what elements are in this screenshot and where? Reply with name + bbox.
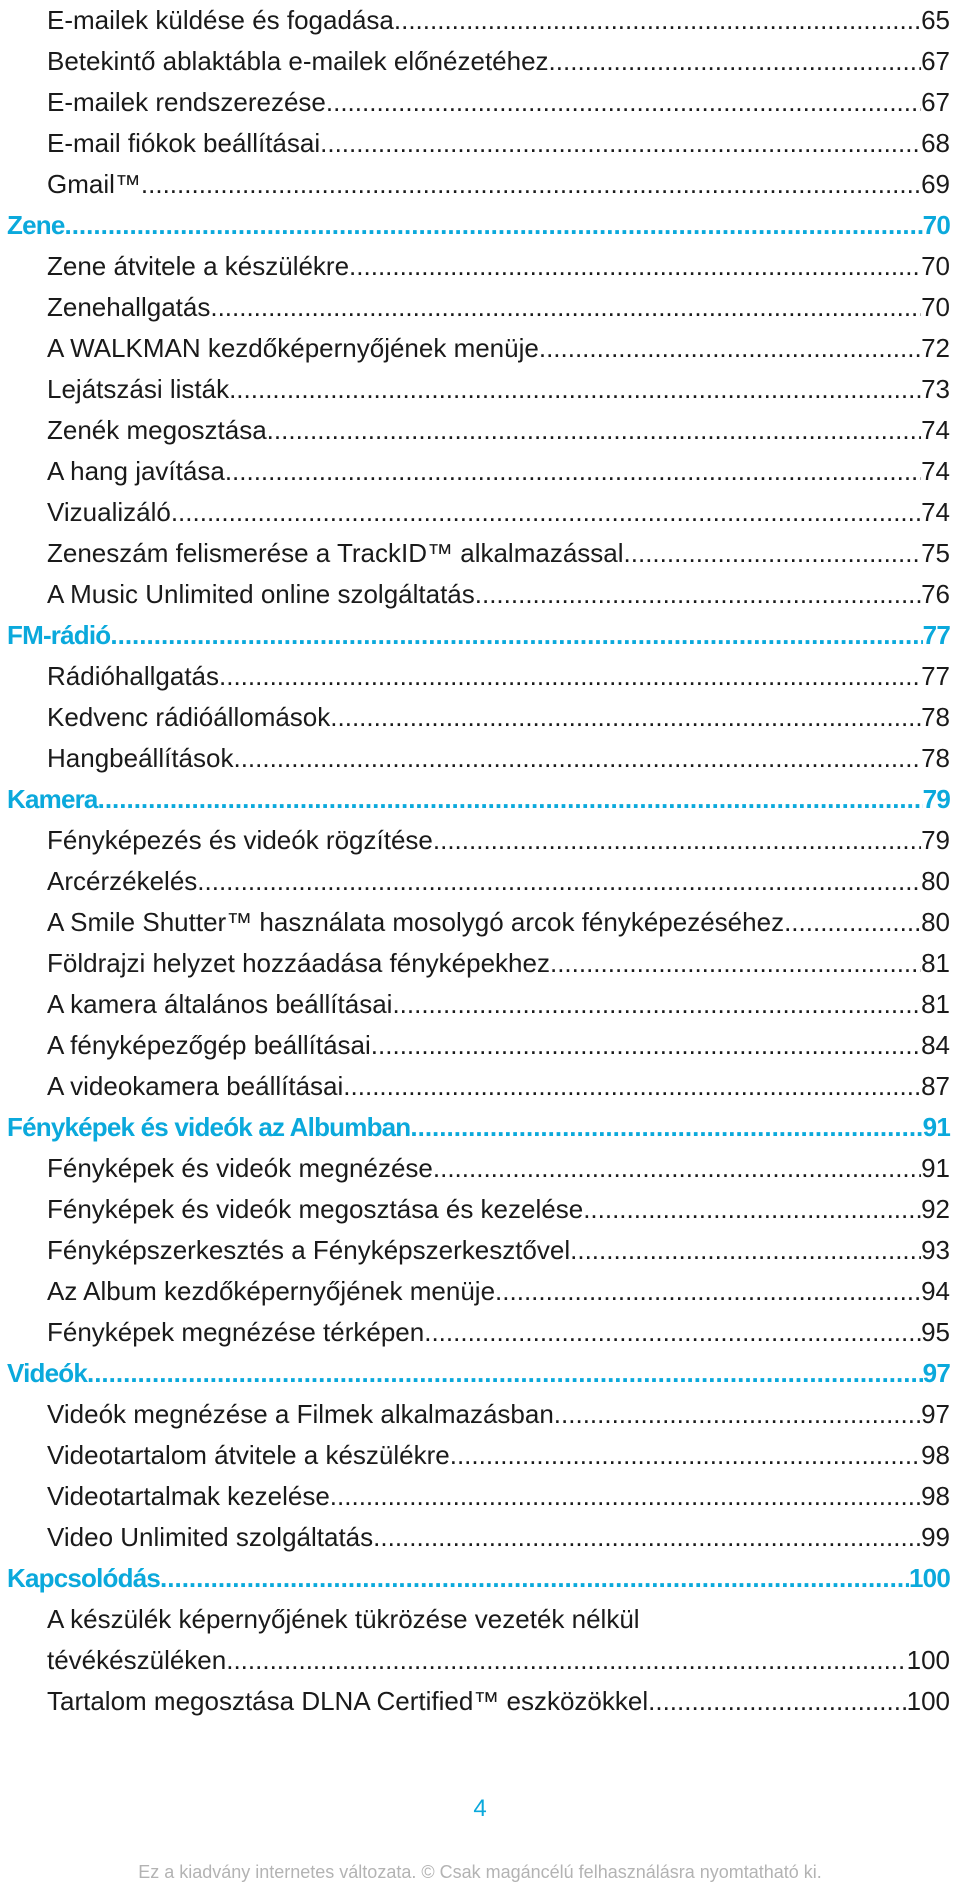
- dot-leader: [330, 697, 921, 738]
- toc-section-entry[interactable]: [0, 492, 960, 533]
- toc-section-entry[interactable]: [0, 1394, 960, 1435]
- toc-entry-title: Zene átvitele a készülékre: [47, 251, 350, 281]
- toc-section-entry[interactable]: [0, 1025, 960, 1066]
- toc-entry-page: 79: [922, 784, 950, 814]
- toc-entry-row: [47, 738, 950, 779]
- dot-leader: [570, 1230, 921, 1271]
- toc-section-entry[interactable]: [0, 328, 960, 369]
- dot-leader: [141, 164, 921, 205]
- footer-note: Ez a kiadvány internetes változata. © Csak magáncélú felhasználásra nyomtatható ki.: [138, 1862, 822, 1882]
- toc-entry-page: 76: [921, 579, 950, 609]
- dot-leader: [171, 492, 921, 533]
- toc-entry-title: Vizualizáló: [47, 497, 171, 527]
- toc-entry-row: [47, 533, 950, 574]
- dot-leader: [373, 1517, 921, 1558]
- dot-leader: [784, 902, 921, 943]
- dot-leader: [475, 574, 921, 615]
- toc-entry-title: A videokamera beállításai: [47, 1071, 344, 1101]
- toc-entry-page: 70: [921, 251, 950, 281]
- toc-entry-row: [7, 779, 950, 820]
- toc-section-entry[interactable]: [0, 697, 960, 738]
- dot-leader: [410, 1107, 922, 1148]
- toc-entry-title: Fényképek megnézése térképen: [47, 1317, 425, 1347]
- toc-section-entry[interactable]: [0, 1476, 960, 1517]
- toc-entry-title: Az Album kezdőképernyőjének menüje: [47, 1276, 496, 1306]
- toc-entry-page: 74: [921, 456, 950, 486]
- dot-leader: [343, 1066, 921, 1107]
- toc-section-entry[interactable]: [0, 1435, 960, 1476]
- toc-entry-title: A Music Unlimited online szolgáltatás: [47, 579, 475, 609]
- toc-entry-page: 67: [921, 87, 950, 117]
- toc-entry-row: [7, 1107, 950, 1148]
- toc-entry-page: 97: [922, 1358, 950, 1388]
- toc-entry-row: [47, 1476, 950, 1517]
- toc-section-entry[interactable]: [0, 451, 960, 492]
- toc-entry-row: [47, 1025, 950, 1066]
- dot-leader: [433, 1148, 921, 1189]
- dot-leader: [225, 451, 921, 492]
- dot-leader: [229, 369, 921, 410]
- toc-entry-row: [7, 1558, 950, 1599]
- toc-chapter-entry[interactable]: [0, 205, 960, 246]
- toc-section-entry[interactable]: [0, 82, 960, 123]
- toc-entry-title: A hang javítása: [47, 456, 225, 486]
- toc-entry-title: tévékészüléken: [47, 1645, 227, 1675]
- toc-section-entry[interactable]: [0, 1681, 960, 1722]
- toc-entry-title: Zenék megosztása: [47, 415, 267, 445]
- toc-section-entry[interactable]: [0, 246, 960, 287]
- toc-entry-title: Videók: [7, 1358, 87, 1388]
- toc-section-entry[interactable]: [0, 164, 960, 205]
- toc-entry-title-line: A készülék képernyőjének tükrözése vezeték nélkül: [47, 1604, 640, 1634]
- toc-entry-title: Lejátszási listák: [47, 374, 230, 404]
- toc-entry-page: 69: [921, 169, 950, 199]
- toc-entry-page: 79: [921, 825, 950, 855]
- toc-entry-title: Gmail™: [47, 169, 141, 199]
- toc-section-entry[interactable]: [0, 41, 960, 82]
- toc-entry-page: 78: [921, 743, 950, 773]
- toc-entry-title: Fényképek és videók megosztása és kezelése: [47, 1194, 584, 1224]
- toc-entry-title: Rádióhallgatás: [47, 661, 220, 691]
- toc-entry-page: 99: [921, 1522, 950, 1552]
- toc-entry-page: 80: [921, 866, 950, 896]
- toc-entry-row: [47, 943, 950, 984]
- toc-section-entry[interactable]: [0, 1271, 960, 1312]
- toc-entry-row: [47, 656, 950, 697]
- toc-entry-page: 70: [922, 210, 950, 240]
- toc-chapter-entry[interactable]: [0, 779, 960, 820]
- toc-section-entry[interactable]: [0, 287, 960, 328]
- toc-section-entry[interactable]: [0, 1066, 960, 1107]
- toc-section-entry[interactable]: [0, 1189, 960, 1230]
- toc-entry-page: 77: [921, 661, 950, 691]
- dot-leader: [219, 656, 921, 697]
- toc-entry-title: Kedvenc rádióállomások: [47, 702, 331, 732]
- toc-entry-page: 100: [906, 1686, 950, 1716]
- toc-entry-page: 78: [921, 702, 950, 732]
- toc-entry-title: Földrajzi helyzet hozzáadása fényképekhez: [47, 948, 550, 978]
- toc-entry-row: [47, 1230, 950, 1271]
- toc-section-entry[interactable]: [0, 738, 960, 779]
- dot-leader: [233, 738, 921, 779]
- toc-entry-title: E-mailek küldése és fogadása: [47, 5, 394, 35]
- toc-entry-row: [47, 123, 950, 164]
- toc-entry-page: 72: [921, 333, 950, 363]
- toc-section-entry[interactable]: [0, 943, 960, 984]
- toc-entry-row: [7, 1353, 950, 1394]
- toc-entry-row: [47, 1271, 950, 1312]
- toc-entry-title: Zeneszám felismerése a TrackID™ alkalmazással: [47, 538, 624, 568]
- toc-chapter-entry[interactable]: [0, 1558, 960, 1599]
- toc-entry-page: 98: [921, 1440, 950, 1470]
- dot-leader: [320, 123, 921, 164]
- dot-leader: [87, 1353, 923, 1394]
- toc-section-entry[interactable]: [0, 123, 960, 164]
- toc-entry-title: E-mail fiókok beállításai: [47, 128, 321, 158]
- toc-chapter-entry[interactable]: [0, 615, 960, 656]
- toc-section-entry[interactable]: [0, 1312, 960, 1353]
- dot-leader: [110, 615, 922, 656]
- toc-entry-row: [47, 1148, 950, 1189]
- toc-entry-title: Hangbeállítások: [47, 743, 234, 773]
- toc-entry-title: Fényképek és videók az Albumban: [7, 1112, 411, 1142]
- dot-leader: [371, 1025, 921, 1066]
- toc-entry-title: A fényképezőgép beállításai: [47, 1030, 371, 1060]
- toc-entry-row: [47, 1189, 950, 1230]
- toc-entry-page: 77: [922, 620, 950, 650]
- toc-entry-title: Fényképek és videók megnézése: [47, 1153, 433, 1183]
- dot-leader: [648, 1681, 906, 1722]
- toc-entry-page: 68: [921, 128, 950, 158]
- toc-section-entry[interactable]: [0, 984, 960, 1025]
- toc-entry-row: [47, 0, 950, 41]
- toc-entry-row: [47, 451, 950, 492]
- toc-entry-row: [47, 369, 950, 410]
- toc-entry-title: Videotartalmak kezelése: [47, 1481, 330, 1511]
- toc-entry-page: 92: [921, 1194, 950, 1224]
- toc-entry-row: [7, 205, 950, 246]
- toc-entry-page: 70: [921, 292, 950, 322]
- dot-leader: [64, 205, 922, 246]
- toc-entry-row: [47, 328, 950, 369]
- toc-entry-row: [47, 984, 950, 1025]
- toc-entry-row: [47, 861, 950, 902]
- dot-leader: [433, 820, 921, 861]
- toc-entry-title: FM-rádió: [7, 620, 111, 650]
- dot-leader: [539, 328, 921, 369]
- toc-entry-page: 97: [921, 1399, 950, 1429]
- toc-section-entry[interactable]: [0, 820, 960, 861]
- toc-entry-page: 81: [921, 948, 950, 978]
- toc-entry-page: 67: [921, 46, 950, 76]
- toc-section-entry[interactable]: [0, 656, 960, 697]
- dot-leader: [226, 1640, 906, 1681]
- toc-section-entry[interactable]: [0, 0, 960, 41]
- dot-leader: [554, 1394, 921, 1435]
- toc-entry-page: 91: [921, 1153, 950, 1183]
- toc-entry-page: 100: [909, 1563, 950, 1593]
- dot-leader: [624, 533, 922, 574]
- toc-entry-title: Zenehallgatás: [47, 292, 211, 322]
- toc-entry-page: 81: [921, 989, 950, 1019]
- dot-leader: [583, 1189, 921, 1230]
- dot-leader: [549, 41, 922, 82]
- toc-section-entry[interactable]: [0, 1148, 960, 1189]
- toc-entry-row: [7, 615, 950, 656]
- toc-entry-page: 74: [921, 415, 950, 445]
- toc-entry-title: Videotartalom átvitele a készülékre: [47, 1440, 450, 1470]
- toc-chapter-entry[interactable]: [0, 1353, 960, 1394]
- toc-entry-row: [47, 697, 950, 738]
- toc-entry-page: 98: [921, 1481, 950, 1511]
- dot-leader: [197, 861, 921, 902]
- toc-entry-page: 93: [921, 1235, 950, 1265]
- toc-entry-title: Arcérzékelés: [47, 866, 198, 896]
- toc-entry-title: Betekintő ablaktábla e-mailek előnézetéhez: [47, 46, 549, 76]
- toc-entry-row: [47, 410, 950, 451]
- toc-entry-row: [47, 1435, 950, 1476]
- dot-leader: [495, 1271, 921, 1312]
- toc-entry-title: A kamera általános beállításai: [47, 989, 393, 1019]
- toc-entry-title: Fényképezés és videók rögzítése: [47, 825, 433, 855]
- toc-chapter-entry[interactable]: [0, 1107, 960, 1148]
- toc-entry-title: E-mailek rendszerezése: [47, 87, 326, 117]
- toc-entry-title: A WALKMAN kezdőképernyőjének menüje: [47, 333, 539, 363]
- dot-leader: [210, 287, 921, 328]
- toc-entry-row: [47, 574, 950, 615]
- toc-section-entry[interactable]: [0, 533, 960, 574]
- toc-section-entry[interactable]: [0, 861, 960, 902]
- toc-entry-row: [47, 164, 950, 205]
- toc-entry-title: A Smile Shutter™ használata mosolygó arcok fényképezéséhez: [47, 907, 785, 937]
- toc-section-entry[interactable]: [0, 1517, 960, 1558]
- toc-entry-page: 75: [921, 538, 950, 568]
- toc-entry-page: 80: [921, 907, 950, 937]
- toc-section-entry[interactable]: [0, 1230, 960, 1271]
- toc-section-entry[interactable]: [0, 902, 960, 943]
- toc-section-entry[interactable]: [0, 574, 960, 615]
- toc-section-entry[interactable]: [0, 410, 960, 451]
- toc-entry-row: [47, 287, 950, 328]
- toc-entry-row: [47, 902, 950, 943]
- toc-entry-title: Videók megnézése a Filmek alkalmazásban: [47, 1399, 554, 1429]
- dot-leader: [550, 943, 921, 984]
- toc-entry-title: Video Unlimited szolgáltatás: [47, 1522, 374, 1552]
- toc-entry-row: [47, 1312, 950, 1353]
- dot-leader: [349, 246, 921, 287]
- toc-entry-title: Fényképszerkesztés a Fényképszerkesztővel: [47, 1235, 571, 1265]
- toc-entry-title: Kamera: [7, 784, 98, 814]
- toc-entry-row: [47, 1394, 950, 1435]
- dot-leader: [326, 82, 921, 123]
- toc-entry-page: 94: [921, 1276, 950, 1306]
- toc-entry-page: 65: [921, 5, 950, 35]
- toc-entry-title: Zene: [7, 210, 65, 240]
- toc-entry-row: [47, 1517, 950, 1558]
- toc-entry-title: Kapcsolódás: [7, 1563, 161, 1593]
- toc-entry-page: 100: [906, 1645, 950, 1675]
- dot-leader: [98, 779, 923, 820]
- toc-entry-row: [47, 246, 950, 287]
- dot-leader: [392, 984, 921, 1025]
- toc-section-entry[interactable]: [0, 1599, 960, 1681]
- toc-entry-row: [47, 1066, 950, 1107]
- toc-entry-row: [47, 1681, 950, 1722]
- toc-entry-page: 74: [921, 497, 950, 527]
- dot-leader: [267, 410, 921, 451]
- dot-leader: [330, 1476, 921, 1517]
- toc-entry-row: [47, 82, 950, 123]
- page-number: 4: [473, 1795, 487, 1822]
- toc-entry-page: 87: [921, 1071, 950, 1101]
- dot-leader: [394, 0, 921, 41]
- dot-leader: [160, 1558, 909, 1599]
- toc-entry-row: [47, 492, 950, 533]
- toc-entry-title: Tartalom megosztása DLNA Certified™ eszközökkel: [47, 1686, 649, 1716]
- toc-entry-page: 91: [922, 1112, 950, 1142]
- toc-entry-page: 84: [921, 1030, 950, 1060]
- dot-leader: [450, 1435, 921, 1476]
- toc-section-entry[interactable]: [0, 369, 960, 410]
- toc-entry-row: [47, 41, 950, 82]
- toc-entry-row: [47, 1640, 950, 1681]
- toc-entry-page: 73: [921, 374, 950, 404]
- toc-entry-page: 95: [921, 1317, 950, 1347]
- toc-entry-row: [47, 820, 950, 861]
- dot-leader: [424, 1312, 921, 1353]
